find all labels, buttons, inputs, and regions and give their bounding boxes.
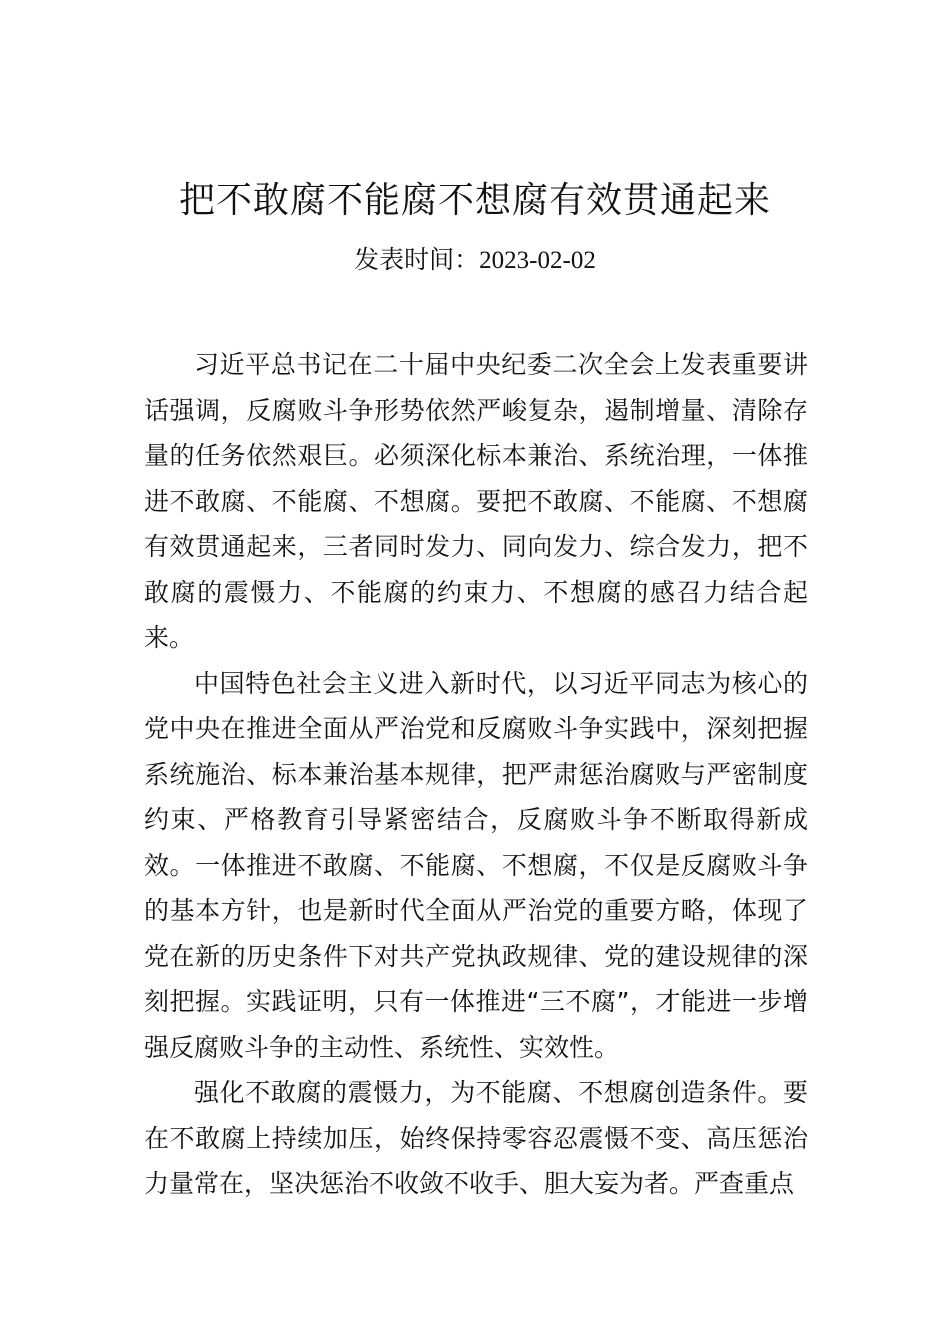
publish-date bbox=[0, 240, 950, 281]
publish-date-value: 2023-02-02 bbox=[479, 247, 596, 274]
article-body bbox=[144, 342, 808, 1207]
paragraph-1: 习近平总书记在二十届中央纪委二次全会上发表重要讲话强调，反腐败斗争形势依然严峻复杂，遏制增量、清除存量的任务依然艰巨。必须深化标本兼治、系统治理，一体推进不敢腐、不能腐、不想腐。要把不敢腐、不能腐、不想腐有效贯通起来，三者同时发力、同向发力、综合发力，把不敢腐的震慑力、不能腐的约束力、不想腐的感召力结合起来。 bbox=[144, 350, 808, 652]
publish-date-label: 发表时间： bbox=[354, 245, 480, 274]
paragraph-2: 中国特色社会主义进入新时代，以习近平同志为核心的党中央在推进全面从严治党和反腐败斗争实践中，深刻把握系统施治、标本兼治基本规律，把严肃惩治腐败与严密制度约束、严格教育引导紧密结合，反腐败斗争不断取得新成效。一体推进不敢腐、不能腐、不想腐，不仅是反腐败斗争的基本方针，也是新时代全面从严治党的重要方略，体现了党在新的历史条件下对共产党执政规律、党的建设规律的深刻把握。实践证明，只有一体推进“三不腐”，才能进一步增强反腐败斗争的主动性、系统性、实效性。 bbox=[144, 668, 808, 1062]
paragraph-3: 强化不敢腐的震慑力，为不能腐、不想腐创造条件。要在不敢腐上持续加压，始终保持零容忍震慑不变、高压惩治力量常在，坚决惩治不收敛不收手、胆大妄为者。严查重点 bbox=[144, 1078, 808, 1198]
article-title: 把不敢腐不能腐不想腐有效贯通起来 bbox=[178, 180, 771, 221]
